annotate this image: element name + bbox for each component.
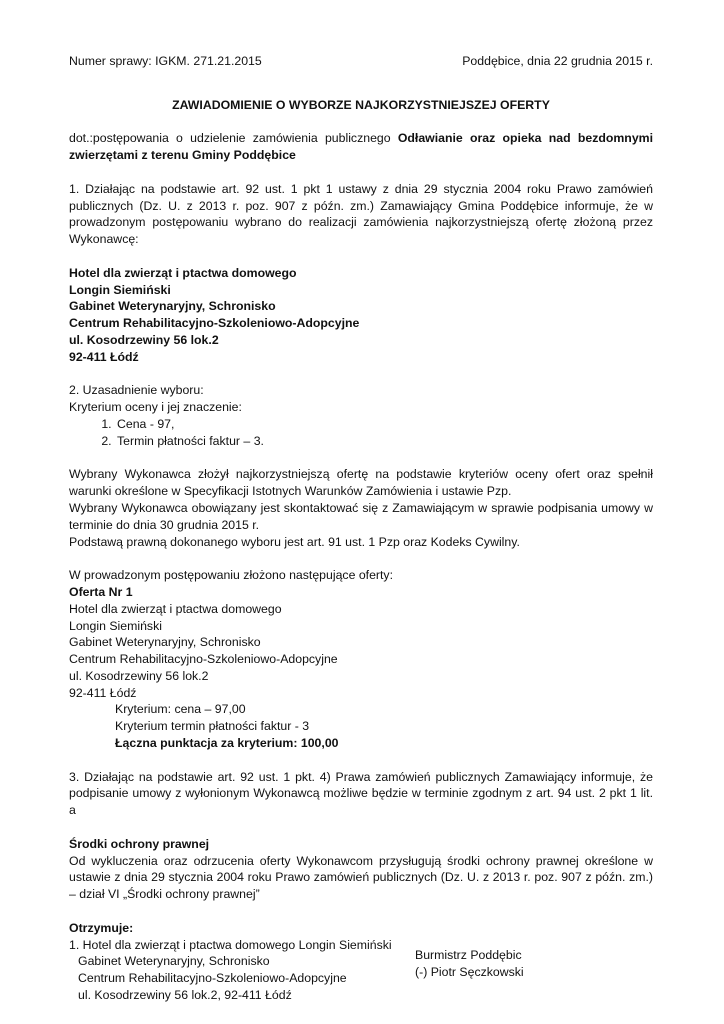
offer-block bbox=[69, 601, 653, 702]
score-payment: Kryterium termin płatności faktur - 3 bbox=[115, 719, 310, 734]
document-body bbox=[69, 53, 653, 1004]
section3-text: 3. Działając na podstawie art. 92 ust. 1 pkt. 4) Prawa zamówień publicznych Zamawiający informuje, że podpisanie umowy z wyłonionym Wykonawcą możliwe będzie w terminie zgodnym z art. 94 ust. 2 pkt 1 lit. a bbox=[69, 769, 653, 818]
subject-prefix: dot.:postępowania o udzielenie zamówienia publicznego bbox=[69, 131, 398, 146]
offer-heading: Oferta Nr 1 bbox=[69, 584, 133, 599]
signature-title: Burmistrz Poddębic bbox=[415, 948, 522, 962]
winner-line: Gabinet Weterynaryjny, Schronisko bbox=[69, 299, 276, 314]
winner-block bbox=[69, 265, 653, 366]
score-price: Kryterium: cena – 97,00 bbox=[115, 702, 246, 717]
recipients-heading: Otrzymuje: bbox=[69, 920, 134, 935]
signature-block bbox=[415, 947, 524, 981]
section1-text: 1. Działając na podstawie art. 92 ust. 1 pkt 1 ustawy z dnia 29 stycznia 2004 roku Prawo zamówień publicznych (Dz. U. z 2013 r. poz. 907 z późn. zm.) Zamawiający Gmina Poddębice informuje, że w prowadzonym postępowaniu wybrano do realizacji zamówienia najkorzystniejszą ofertę złożoną przez Wykonawcę: bbox=[69, 181, 653, 247]
subject-line bbox=[69, 130, 653, 164]
header-row bbox=[69, 53, 653, 70]
section2-para1: Wybrany Wykonawca złożył najkorzystniejszą ofertę na podstawie kryteriów oceny ofert oraz spełnił warunki określone w Specyfikacji Istotnych Warunków Zamówienia i ustawie Pzp. bbox=[69, 467, 653, 499]
recipient-line: 1. Hotel dla zwierząt i ptactwa domowego Longin Siemiński bbox=[69, 937, 392, 952]
winner-line: Hotel dla zwierząt i ptactwa domowego bbox=[69, 265, 297, 280]
place-date: Poddębice, dnia 22 grudnia 2015 r. bbox=[462, 54, 653, 68]
section2-para2: Wybrany Wykonawca obowiązany jest skontaktować się z Zamawiającym w sprawie podpisania umowy w terminie do dnia 30 grudnia 2015 r. bbox=[69, 500, 653, 532]
winner-line: 92-411 Łódź bbox=[69, 349, 139, 364]
offer-line: Hotel dla zwierząt i ptactwa domowego bbox=[69, 601, 282, 616]
document-title: ZAWIADOMIENIE O WYBORZE NAJKORZYSTNIEJSZEJ OFERTY bbox=[172, 97, 550, 112]
remedies-heading: Środki ochrony prawnej bbox=[69, 836, 210, 851]
score-total: Łączna punktacja za kryterium: 100,00 bbox=[115, 736, 339, 751]
section2-para3: Podstawą prawną dokonanego wyboru jest art. 91 ust. 1 Pzp oraz Kodeks Cywilny. bbox=[69, 534, 520, 549]
case-number: Numer sprawy: IGKM. 271.21.2015 bbox=[69, 54, 262, 68]
section2-heading: 2. Uzasadnienie wyboru: bbox=[69, 383, 204, 398]
winner-line: Centrum Rehabilitacyjno-Szkoleniowo-Adopcyjne bbox=[69, 316, 360, 331]
recipient-line: ul. Kosodrzewiny 56 lok.2, 92-411 Łódź bbox=[78, 988, 292, 1003]
criteria-item: 2. Termin płatności faktur – 3. bbox=[115, 433, 653, 450]
recipient-line: Centrum Rehabilitacyjno-Szkoleniowo-Adopcyjne bbox=[78, 971, 347, 986]
offer-line: Gabinet Weterynaryjny, Schronisko bbox=[69, 635, 261, 650]
offer-line: Longin Siemiński bbox=[69, 618, 162, 633]
offer-line: Centrum Rehabilitacyjno-Szkoleniowo-Adopcyjne bbox=[69, 652, 338, 667]
subject-bold: Odławianie oraz opieka nad bezdomnymi zwierzętami z terenu Gminy Poddębice bbox=[69, 131, 654, 163]
signature-name: (-) Piotr Sęczkowski bbox=[415, 964, 524, 979]
offers-intro: W prowadzonym postępowaniu złożono następujące oferty: bbox=[69, 568, 394, 583]
winner-line: ul. Kosodrzewiny 56 lok.2 bbox=[69, 332, 219, 347]
recipient-line: Gabinet Weterynaryjny, Schronisko bbox=[78, 954, 270, 969]
offer-line: 92-411 Łódź bbox=[69, 685, 137, 700]
offer-line: ul. Kosodrzewiny 56 lok.2 bbox=[69, 668, 209, 683]
winner-line: Longin Siemiński bbox=[69, 282, 171, 297]
remedies-text: Od wykluczenia oraz odrzucenia oferty Wykonawcom przysługują środki ochrony prawnej określone w ustawie z dnia 29 stycznia 2004 roku Prawo zamówień publicznych (Dz. U. z 2013 r. poz. 907 z późn. zm.) – dział VI „Środki ochrony prawnej” bbox=[69, 853, 653, 902]
criteria-list bbox=[69, 416, 653, 450]
criteria-item: 1. Cena - 97, bbox=[115, 416, 653, 433]
criteria-label: Kryterium oceny i jej znaczenie: bbox=[69, 400, 242, 415]
